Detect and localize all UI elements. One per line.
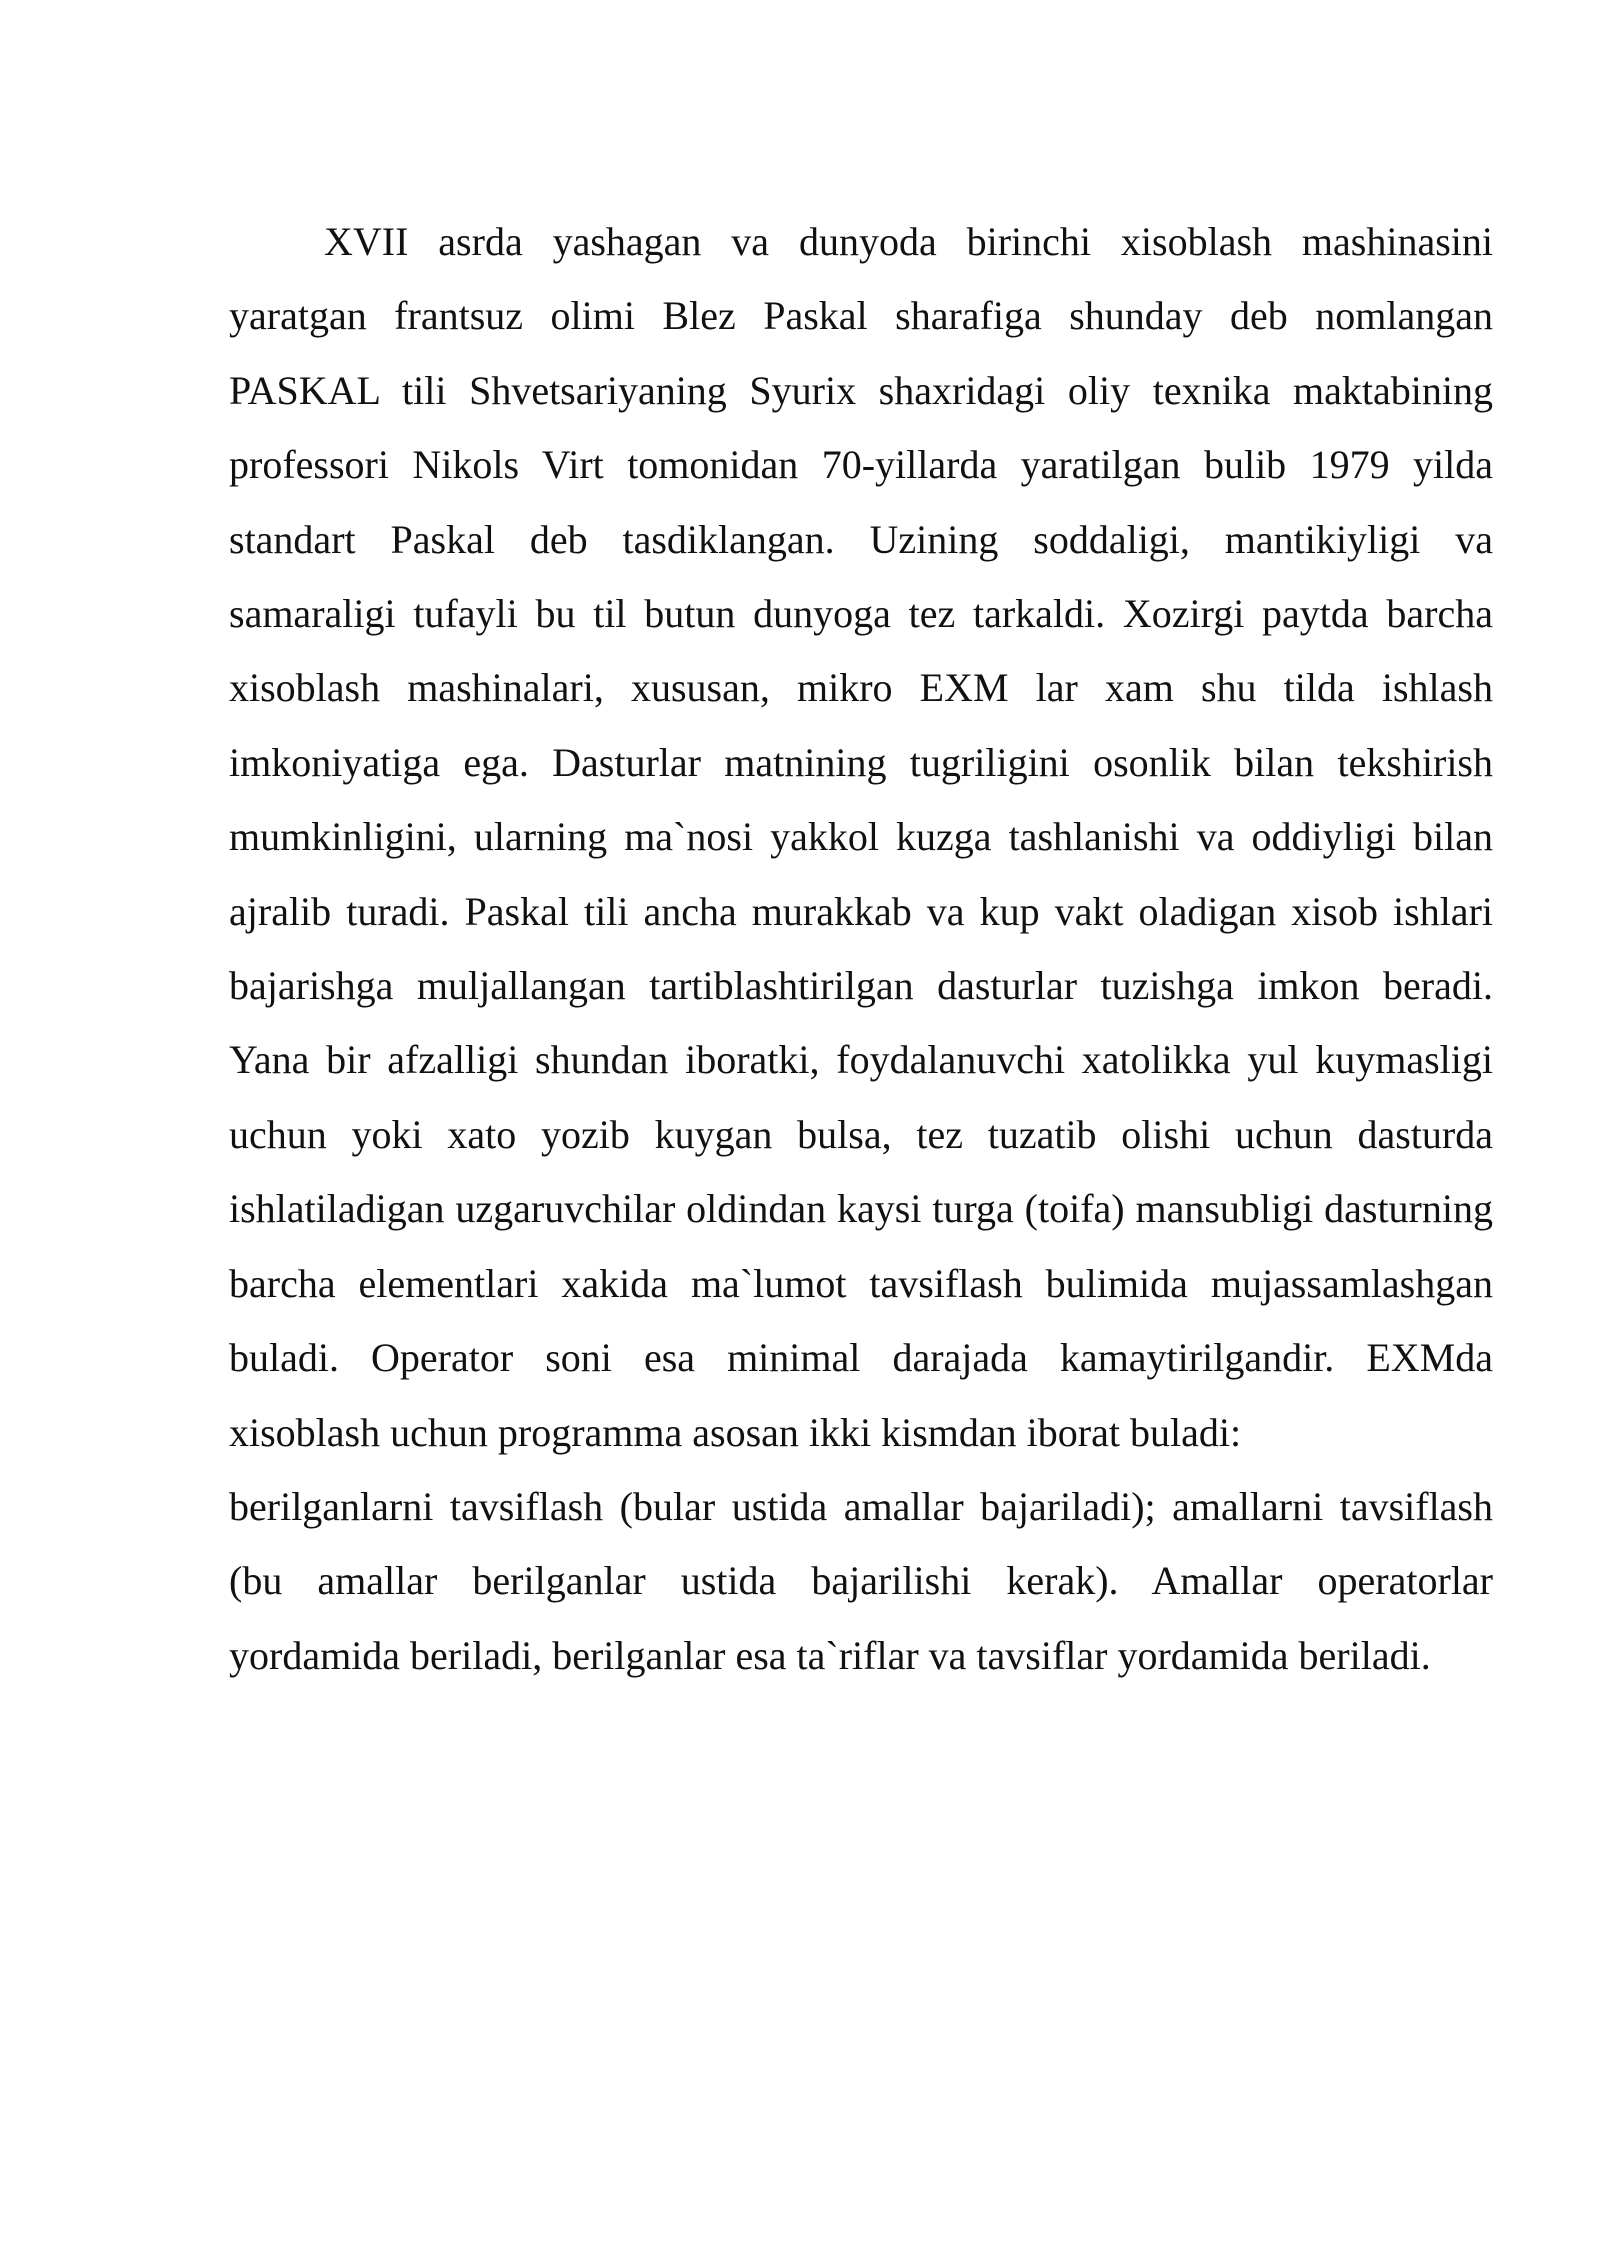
document-body xyxy=(229,205,1493,1693)
paragraph-1: XVII asrda yashagan va dunyoda birinchi xisoblash mashinasini yaratgan frantsuz olimi Blez Paskal sharafiga shunday deb nomlangan PASKAL tili Shvetsariyaning Syurix shaxridagi oliy texnika maktabining professori Nikols Virt tomonidan 70-yillarda yaratilgan bulib 1979 yilda standart Paskal deb tasdiklangan. Uzining soddaligi, mantikiyligi va samaraligi tufayli bu til butun dunyoga tez tarkaldi. Xozirgi paytda barcha xisoblash mashinalari, xususan, mikro EXM lar xam shu tilda ishlash imkoniyatiga ega. Dasturlar matnining tugriligini osonlik bilan tekshirish mumkinligini, ularning ma`nosi yakkol kuzga tashlanishi va oddiyligi bilan ajralib turadi. Paskal tili ancha murakkab va kup vakt oladigan xisob ishlari bajarishga muljallangan tartiblashtirilgan dasturlar tuzishga imkon beradi. Yana bir afzalligi shundan iboratki, foydalanuvchi xatolikka yul kuymasligi uchun yoki xato yozib kuygan bulsa, tez tuzatib olishi uchun dasturda ishlatiladigan uzgaruvchilar oldindan kaysi turga (toifa) mansubligi dasturning barcha elementlari xakida ma`lumot tavsiflash bulimida mujassamlashgan buladi. Operator soni esa minimal darajada kamaytirilgandir. EXMda xisoblash uchun programma asosan ikki kismdan iborat buladi: xyxy=(229,219,1493,1455)
paragraph-2: berilganlarni tavsiflash (bular ustida amallar bajariladi); amallarni tavsiflash (bu amallar berilganlar ustida bajarilishi kerak). Amallar operatorlar yordamida beriladi, berilganlar esa ta`riflar va tavsiflar yordamida beriladi. xyxy=(229,1483,1493,1678)
